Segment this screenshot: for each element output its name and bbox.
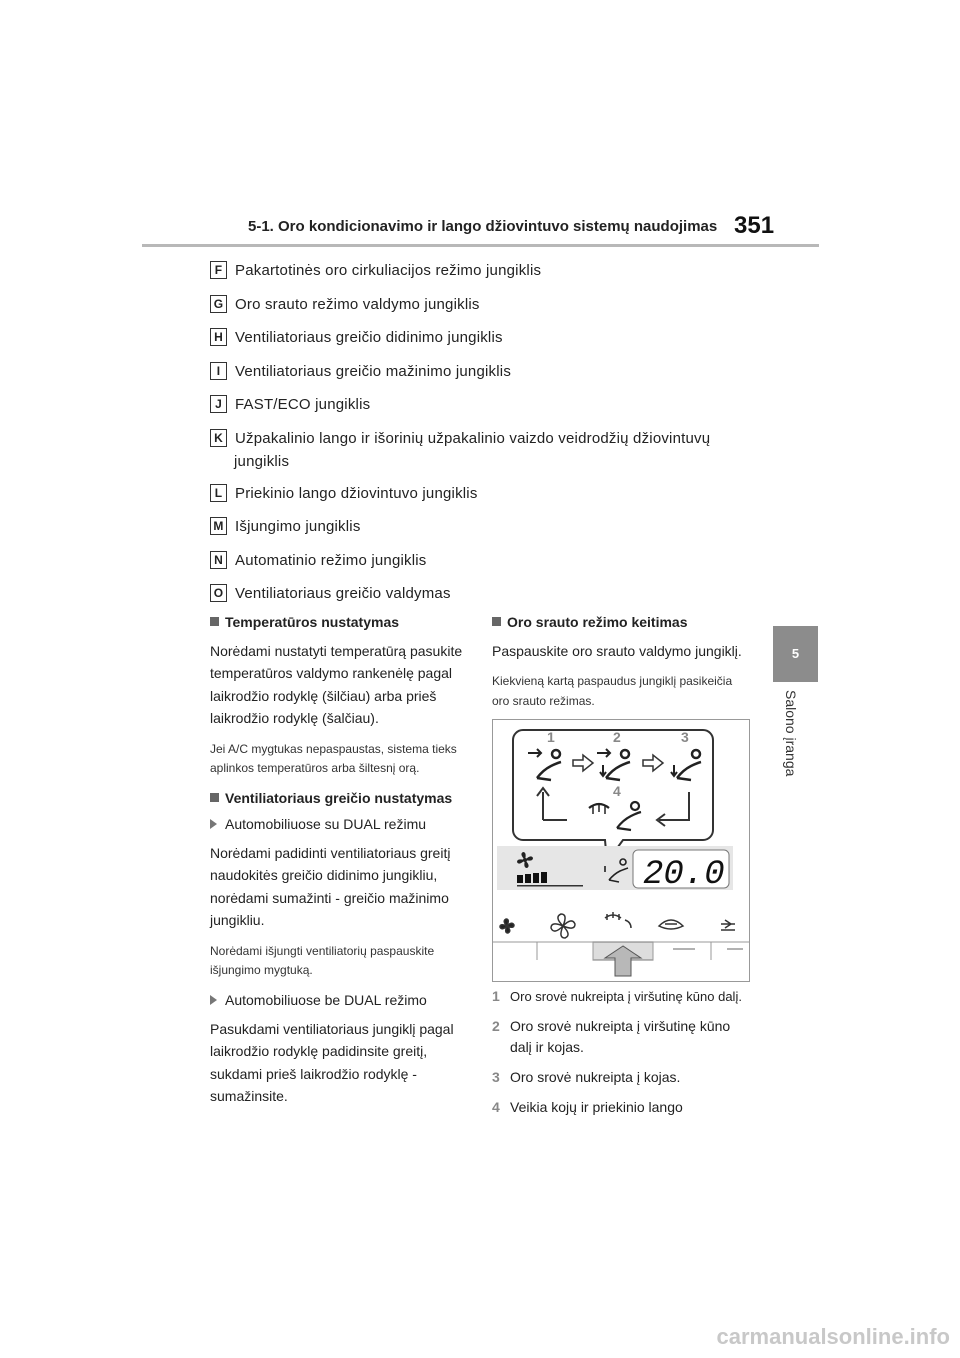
fan-down-icon: [500, 919, 514, 933]
airflow-mode-list: [492, 986, 754, 1126]
legend-key-badge: G: [210, 295, 227, 313]
button-row-icons: [500, 912, 735, 938]
note: Norėdami išjungti ventiliatorių paspauskite išjungimo mygtuką.: [210, 943, 435, 977]
subheading-text: Automobiliuose be DUAL režimo: [225, 991, 427, 1008]
square-bullet-icon: [492, 617, 501, 626]
header-divider: [142, 244, 819, 247]
chapter-label: [775, 690, 815, 810]
list-item-number: 3: [492, 1069, 500, 1086]
legend-key-badge: M: [210, 517, 227, 535]
temperature-readout: 20.0: [643, 856, 725, 894]
triangle-bullet-icon: [210, 995, 217, 1005]
legend-item-o: [210, 582, 451, 605]
subheading: [210, 816, 472, 832]
section-heading-text: Temperatūros nustatymas: [225, 614, 400, 630]
list-item: [492, 1067, 754, 1089]
list-item-text: Oro srovė nukreipta į viršutinę kūno dalį.: [510, 989, 742, 1004]
legend-item-j: [210, 393, 370, 416]
left-column: [210, 614, 472, 1117]
square-bullet-icon: [210, 617, 219, 626]
mode-number-4: 4: [613, 783, 621, 799]
list-item-number: 2: [492, 1017, 500, 1034]
legend-item-text: Ventiliatoriaus greičio valdymas: [235, 585, 451, 602]
list-item-text: Oro srovė nukreipta į viršutinę kūno dalį ir kojas.: [510, 1017, 731, 1056]
legend-item-l: [210, 482, 478, 505]
section-heading-text: Ventiliatoriaus greičio nustatymas: [225, 789, 453, 806]
page-number: 351: [734, 212, 775, 239]
list-item-text: Veikia kojų ir priekinio lango: [510, 1098, 683, 1115]
legend-key-badge: L: [210, 484, 227, 502]
list-item: [492, 1097, 754, 1119]
legend-item-text: Ventiliatoriaus greičio didinimo jungiklis: [235, 329, 503, 346]
section-heading-text: Oro srauto režimo keitimas: [507, 614, 688, 630]
legend-item-g: [210, 293, 480, 316]
legend-item-text: Pakartotinės oro cirkuliacijos režimo jungiklis: [235, 262, 542, 279]
legend-item-text: Užpakalinio lango ir išorinių užpakalinio vaizdo veidrodžių džiovintuvų: [235, 430, 711, 447]
section-heading: [210, 790, 472, 806]
legend-key-badge: H: [210, 328, 227, 346]
recirculation-icon: [659, 920, 683, 929]
airflow-mode-diagram: [492, 719, 750, 982]
paragraph: Paspauskite oro srauto valdymo jungiklį.: [492, 643, 742, 659]
fresh-air-icon: [721, 920, 735, 930]
page-header-title: 5-1. Oro kondicionavimo ir lango džiovintuvo sistemų naudojimas: [248, 218, 718, 235]
legend-item-f: [210, 259, 541, 282]
subheading: [210, 992, 472, 1008]
legend-item-text: Oro srauto režimo valdymo jungiklis: [235, 296, 480, 313]
legend-item-text: FAST/ECO jungiklis: [235, 396, 371, 413]
legend-item-n: [210, 549, 427, 572]
paragraph: Pasukdami ventiliatoriaus jungiklį pagal laikrodžio rodyklę padidinsite greitį, sukdami prieš laikrodžio rodyklę - sumažinsite.: [210, 1020, 454, 1105]
paragraph: Norėdami padidinti ventiliatoriaus greitį naudokitės greičio didinimo jungikliu, norėdami sumažinti - greičio mažinimo jungikliu.: [210, 844, 451, 929]
legend-key-badge: O: [210, 584, 227, 602]
right-column: [492, 614, 752, 723]
legend-item-h: [210, 326, 503, 349]
mode-number-1: 1: [547, 729, 555, 745]
legend-item-i: [210, 360, 511, 383]
list-item-number: 4: [492, 1098, 500, 1115]
legend-key-badge: F: [210, 261, 227, 279]
list-item-number: 1: [492, 988, 500, 1004]
legend-item-text: Automatinio režimo jungiklis: [235, 552, 427, 569]
legend-item-text: Išjungimo jungiklis: [235, 518, 361, 535]
legend-key-badge: K: [210, 429, 227, 447]
legend-item-m: [210, 515, 361, 538]
legend-item-text: Priekinio lango džiovintuvo jungiklis: [235, 485, 478, 502]
airflow-diagram-svg: [493, 720, 749, 981]
chapter-label-text: Salono įranga: [783, 690, 799, 777]
legend-item-text: Ventiliatoriaus greičio mažinimo jungiklis: [235, 363, 512, 380]
mode-number-2: 2: [613, 729, 621, 745]
watermark: carmanualsonline.info: [716, 1324, 950, 1349]
legend-item-text-cont: jungiklis: [234, 453, 290, 471]
triangle-bullet-icon: [210, 819, 217, 829]
subheading-text: Automobiliuose su DUAL režimu: [225, 815, 427, 832]
paragraph: Norėdami nustatyti temperatūrą pasukite temperatūros valdymo rankenėlę pagal laikrodžio rodyklę (šilčiau) arba prieš laikrodžio rodyklę (šalčiau).: [210, 643, 463, 727]
section-heading: [210, 614, 472, 630]
mode-number-3: 3: [681, 729, 689, 745]
legend-key-badge: N: [210, 551, 227, 569]
list-item-text: Oro srovė nukreipta į kojas.: [510, 1069, 681, 1086]
legend-key-badge: J: [210, 395, 227, 413]
legend-key-badge: I: [210, 362, 227, 380]
fan-up-icon: [551, 914, 575, 938]
square-bullet-icon: [210, 793, 219, 802]
list-item: [492, 986, 754, 1008]
list-item: [492, 1016, 754, 1059]
section-heading: [492, 614, 752, 630]
mode-button-icon: [605, 912, 631, 928]
note: Jei A/C mygtukas nepaspaustas, sistema tieks aplinkos temperatūros arba šiltesnį orą.: [210, 741, 457, 775]
legend-item-k: [210, 427, 710, 474]
chapter-tab: 5: [773, 626, 818, 682]
note: Kiekvieną kartą paspaudus jungiklį pasikeičia oro srauto režimas.: [492, 674, 733, 708]
